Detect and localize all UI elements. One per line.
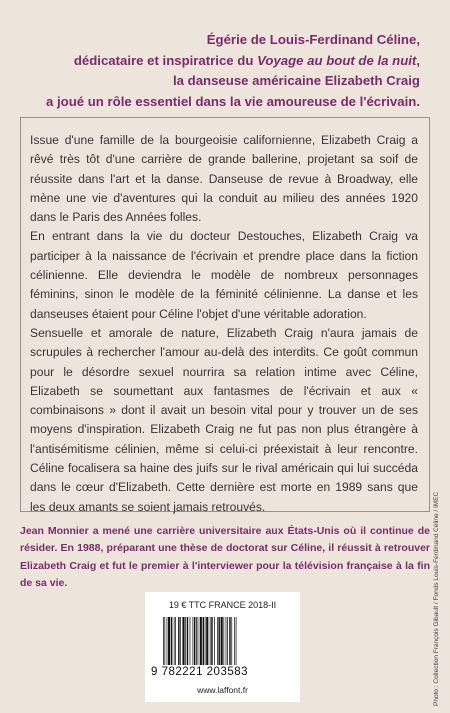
synopsis-text <box>30 131 418 517</box>
author-bio-text: Jean Monnier a mené une carrière universitaire aux États-Unis où il continue de résider. En 1988, préparant une thèse de doctorat sur Céline, il réussit à retrouver Elizabeth Craig et fut le premier à l'interviewer pour la télévision française à la fin de sa vie. <box>20 525 430 589</box>
tagline-line-2 <box>20 51 420 72</box>
publisher-url: www.laffont.fr <box>197 685 248 695</box>
barcode-bar <box>174 617 175 665</box>
barcode-bar <box>175 617 176 665</box>
barcode-bar <box>205 617 206 665</box>
synopsis-paragraph-1: Issue d'une famille de la bourgeoisie californienne, Elizabeth Craig a rêvé très tôt d'une carrière de grande ballerine, projetant sa soif de réussite dans l'art et la danse. Danseuse de revue à Broadway, elle mène une vie d'aventures qui la conduit au milieu des années 1920 dans le Paris des Années folles. <box>30 133 418 225</box>
barcode-bar <box>206 617 208 665</box>
barcode-bar <box>218 617 219 665</box>
barcode-bar <box>221 617 223 665</box>
barcode-bar <box>211 617 212 665</box>
author-bio <box>20 523 430 592</box>
tagline-line-2-suffix: , <box>416 52 420 68</box>
barcode-bar <box>182 617 184 665</box>
barcode-bar <box>214 617 215 665</box>
synopsis-paragraph-3: Sensuelle et amorale de nature, Elizabeth Craig n'aura jamais de scrupules à rechercher l'amour au-delà des interdits. Ce goût commun pour le désordre sexuel nourrira sa relation intime avec Céline, Elizabeth se soumettant aux fantasmes de l'écrivain et aux « combinaisons » dont il avait un besoin vital pour y trouver un de ses moyens d'inspiration. Elizabeth Craig ne fut pas non plus étrangère à l'antisémitisme célinien, même si celui-ci préexistait à leur rencontre. Céline focalisera sa haine des juifs sur le rival américain qui lui succéda dans le cœur d'Elizabeth. Cette dernière est morte en 1989 sans que les deux amants se soient jamais retrouvés. <box>30 325 418 514</box>
tagline-line-3: la danseuse américaine Elizabeth Craig <box>172 73 420 88</box>
barcode-bar <box>200 617 202 665</box>
barcode-image <box>163 617 288 665</box>
barcode-bar <box>236 617 237 665</box>
barcode-bar <box>190 617 191 665</box>
barcode-bar <box>234 617 235 665</box>
barcode-bar <box>171 617 172 665</box>
barcode-bar <box>185 617 186 665</box>
barcode-bar <box>187 617 188 665</box>
barcode-bar <box>196 617 197 665</box>
barcode-bar <box>168 617 170 665</box>
barcode-panel <box>145 592 300 702</box>
price-label: 19 € TTC FRANCE 2018-II <box>168 600 277 610</box>
barcode-bar <box>198 617 199 665</box>
tagline-line-2-prefix: dédicataire et inspiratrice du <box>73 52 258 68</box>
barcode-bar <box>227 617 228 665</box>
barcode-bar <box>163 617 164 665</box>
isbn-number: 9 782221 203583 <box>151 666 249 678</box>
tagline <box>20 30 420 112</box>
barcode-bar <box>180 617 181 665</box>
barcode-bar <box>193 617 194 665</box>
barcode-bar <box>194 617 195 665</box>
barcode-bar <box>167 617 168 665</box>
synopsis-paragraph-2: En entrant dans la vie du docteur Destouches, Elizabeth Craig va participer à la naissance de l'écrivain et prendre place dans la fiction célinienne. Elle deviendra le modèle de nombreux personnages féminins, sinon le modèle de la féminité célinienne. La danse et les danseuses étaient pour Céline l'objet d'une véritable adoration. <box>30 229 418 321</box>
photo-credit: Photo : Collection François Gibault / Fonds Louis-Ferdinand Céline / IMEC <box>433 491 440 706</box>
barcode-bar <box>223 617 224 665</box>
tagline-line-1: Égérie de Louis-Ferdinand Céline, <box>206 32 420 47</box>
barcode-bar <box>203 617 204 665</box>
barcode-bar <box>164 617 165 665</box>
barcode-bar <box>217 617 218 665</box>
book-title-voyage: Voyage au bout de la nuit <box>257 52 417 68</box>
barcode-bar <box>231 617 232 665</box>
barcode-bar <box>229 617 230 665</box>
barcode-bar <box>210 617 211 665</box>
barcode-bar <box>226 617 227 665</box>
barcode-bar <box>178 617 179 665</box>
tagline-line-4: a joué un rôle essentiel dans la vie amoureuse de l'écrivain. <box>45 93 420 109</box>
